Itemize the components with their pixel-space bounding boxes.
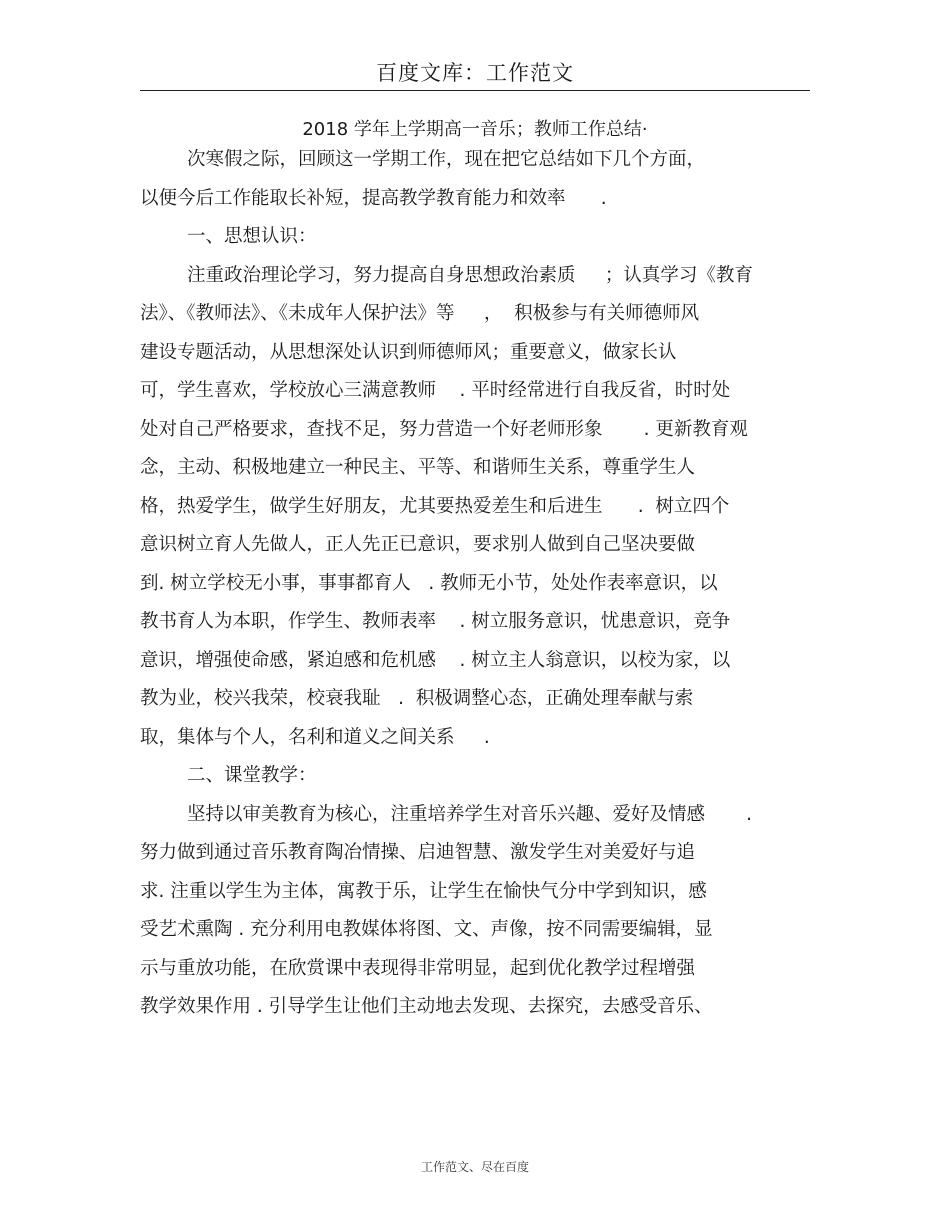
text-line: 注重政治理论学习，努力提高自身思想政治素质 ；认真学习《教育 (187, 264, 753, 286)
text-line: 可，学生喜欢，学校放心三满意教师 . 平时经常进行自我反省，时时处 (140, 380, 731, 401)
text-line: 教书育人为本职，作学生、教师表率 . 树立服务意识，忧患意识，竞争 (140, 611, 731, 632)
text-line: 处对自己严格要求，查找不足，努力营造一个好老师形象 . 更新教育观 (140, 418, 748, 440)
text-line: 建设专题活动，从思想深处认识到师德师风；重要意义，做家长认 (140, 341, 677, 363)
text-line: 教为业，校兴我荣，校衰我耻 . 积极调整心态，正确处理奉献与索 (140, 688, 694, 709)
text-line: 一、思想认识： (187, 226, 317, 247)
text-line: 意识，增强使命感，紧迫感和危机感 . 树立主人翁意识，以校为家，以 (140, 649, 731, 671)
text-line: 到. 树立学校无小事，事事都育人 . 教师无小节，处处作表率意识，以 (140, 572, 718, 594)
text-line: 次寒假之际，回顾这一学期工作，现在把它总结如下几个方面， (187, 149, 706, 170)
text-line: 意识树立育人先做人，正人先正已意识，要求别人做到自己坚决要做 (140, 534, 696, 555)
text-line: 念，主动、积极地建立一种民主、平等、和谐师生关系，尊重学生人 (140, 457, 696, 478)
text-line: 以便今后工作能取长补短，提高教学教育能力和效率 . (140, 187, 607, 209)
text-line: 受艺术熏陶 . 充分利用电教媒体将图、文、声像，按不同需要编辑，显 (140, 919, 713, 940)
text-line: 示与重放功能，在欣赏课中表现得非常明显，起到优化教学过程增强 (140, 957, 696, 979)
text-line: 求. 注重以学生为主体，寓教于乐，让学生在愉快气分中学到知识，感 (140, 880, 707, 902)
header-title: 百度文库：工作范文 (376, 61, 574, 85)
document-title: 2018 学年上学期高一音乐；教师工作总结· (302, 119, 648, 140)
text-line: 取，集体与个人，名利和道义之间关系 . (140, 726, 490, 748)
page-header (140, 56, 810, 91)
text-line: 努力做到通过音乐教育陶冶情操、启迪智慧、激发学生对美爱好与追 (140, 842, 696, 863)
text-line: 坚持以审美教育为核心，注重培养学生对音乐兴趣、爱好及情感 . (187, 803, 753, 825)
text-line: 二、课堂教学： (187, 765, 317, 786)
document-body (140, 144, 840, 1030)
text-line: 格，热爱学生，做学生好朋友，尤其要热爱差生和后进生 . 树立四个 (140, 495, 730, 517)
page-footer: 工作范文、尽在百度 (420, 1160, 529, 1174)
text-line: 教学效果作用 . 引导学生让他们主动地去发现、去探究，去感受音乐、 (140, 996, 713, 1017)
text-line: 法》、《教师法》、《未成年人保护法》等 ， 积极参与有关师德师风 (140, 303, 700, 324)
